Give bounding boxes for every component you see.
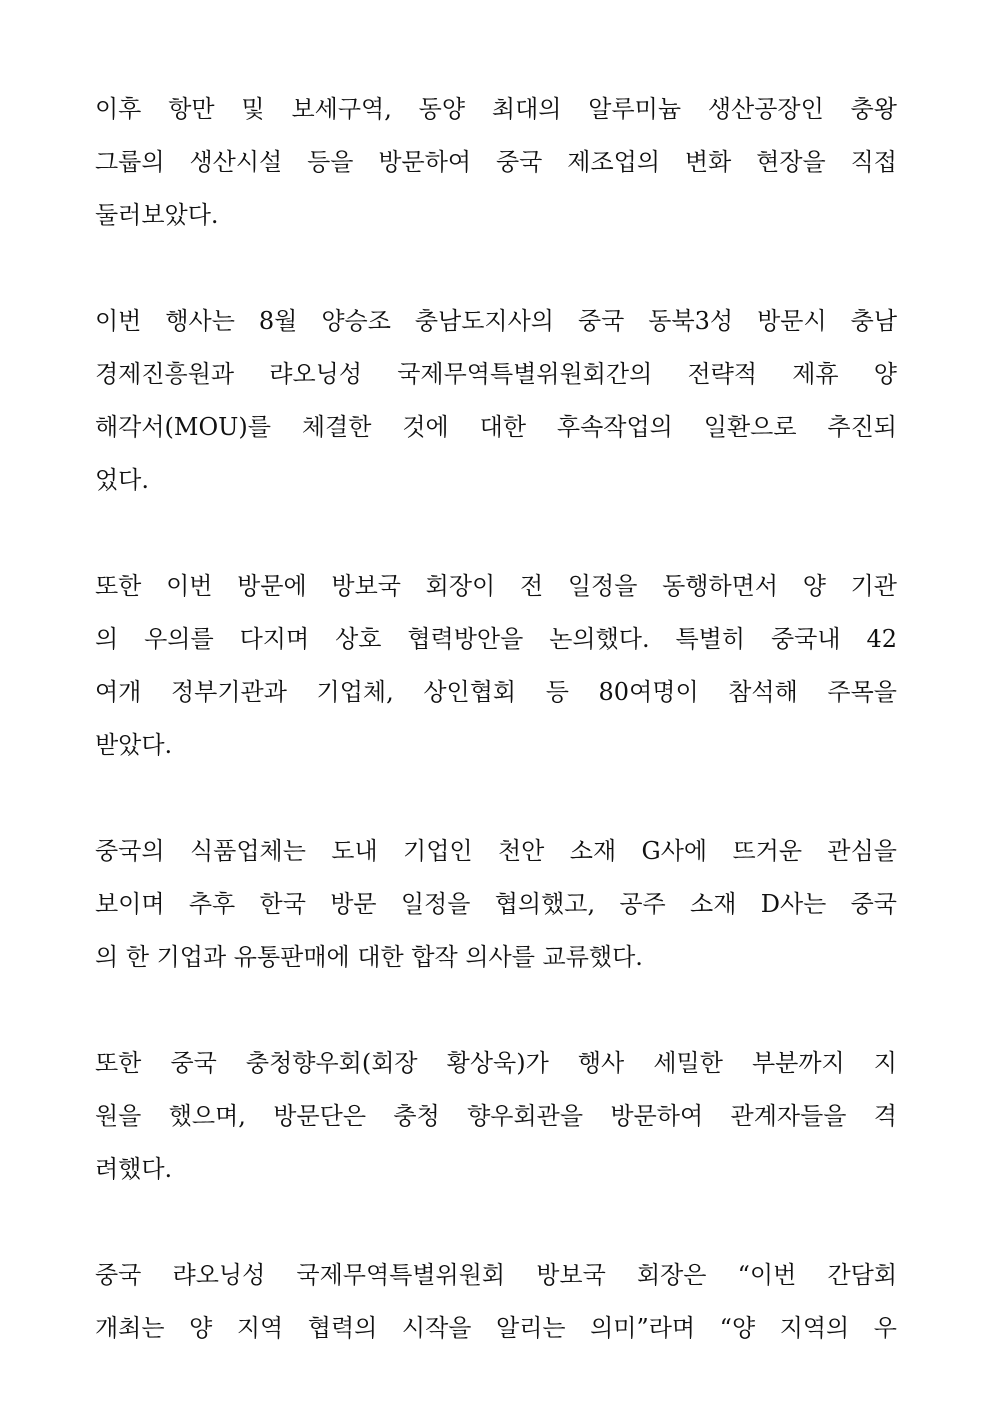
text-line: 이번 행사는 8월 양승조 충남도지사의 중국 동북3성 방문시 충남 — [95, 307, 897, 335]
text-line: 었다. — [95, 466, 149, 494]
text-line: 의 한 기업과 유통판매에 대한 합작 의사를 교류했다. — [95, 943, 643, 971]
text-line: 또한 중국 충청향우회(회장 황상욱)가 행사 세밀한 부분까지 지 — [95, 1049, 897, 1077]
paragraph-hometown-association — [95, 1037, 897, 1196]
text-line: 또한 이번 방문에 방보국 회장이 전 일정을 동행하면서 양 기관 — [95, 572, 897, 600]
text-line: 원을 했으며, 방문단은 충청 향우회관을 방문하여 관계자들을 격 — [95, 1102, 897, 1130]
text-line: 개최는 양 지역 협력의 시작을 알리는 의미”라며 “양 지역의 우 — [95, 1314, 897, 1342]
paragraph-factory-visit — [95, 83, 897, 242]
paragraph-chairman-accompany — [95, 560, 897, 772]
text-line: 이후 항만 및 보세구역, 동양 최대의 알루미늄 생산공장인 충왕 — [95, 95, 897, 123]
paragraph-event-background — [95, 295, 897, 507]
text-line: 해각서(MOU)를 체결한 것에 대한 후속작업의 일환으로 추진되 — [95, 413, 897, 441]
document-body — [95, 83, 897, 1408]
text-line: 보이며 추후 한국 방문 일정을 협의했고, 공주 소재 D사는 중국 — [95, 890, 897, 918]
text-line: 여개 정부기관과 기업체, 상인협회 등 80여명이 참석해 주목을 — [95, 678, 897, 706]
paragraph-food-companies — [95, 825, 897, 984]
text-line: 받았다. — [95, 731, 173, 759]
text-line: 중국 랴오닝성 국제무역특별위원회 방보국 회장은 “이번 간담회 — [95, 1261, 897, 1289]
text-line: 그룹의 생산시설 등을 방문하여 중국 제조업의 변화 현장을 직접 — [95, 148, 897, 176]
text-line: 의 우의를 다지며 상호 협력방안을 논의했다. 특별히 중국내 42 — [95, 625, 897, 653]
text-line: 둘러보았다. — [95, 201, 219, 229]
text-line: 경제진흥원과 랴오닝성 국제무역특별위원회간의 전략적 제휴 양 — [95, 360, 897, 388]
paragraph-chairman-quote — [95, 1249, 897, 1355]
text-line: 중국의 식품업체는 도내 기업인 천안 소재 G사에 뜨거운 관심을 — [95, 837, 897, 865]
text-line: 려했다. — [95, 1155, 173, 1183]
